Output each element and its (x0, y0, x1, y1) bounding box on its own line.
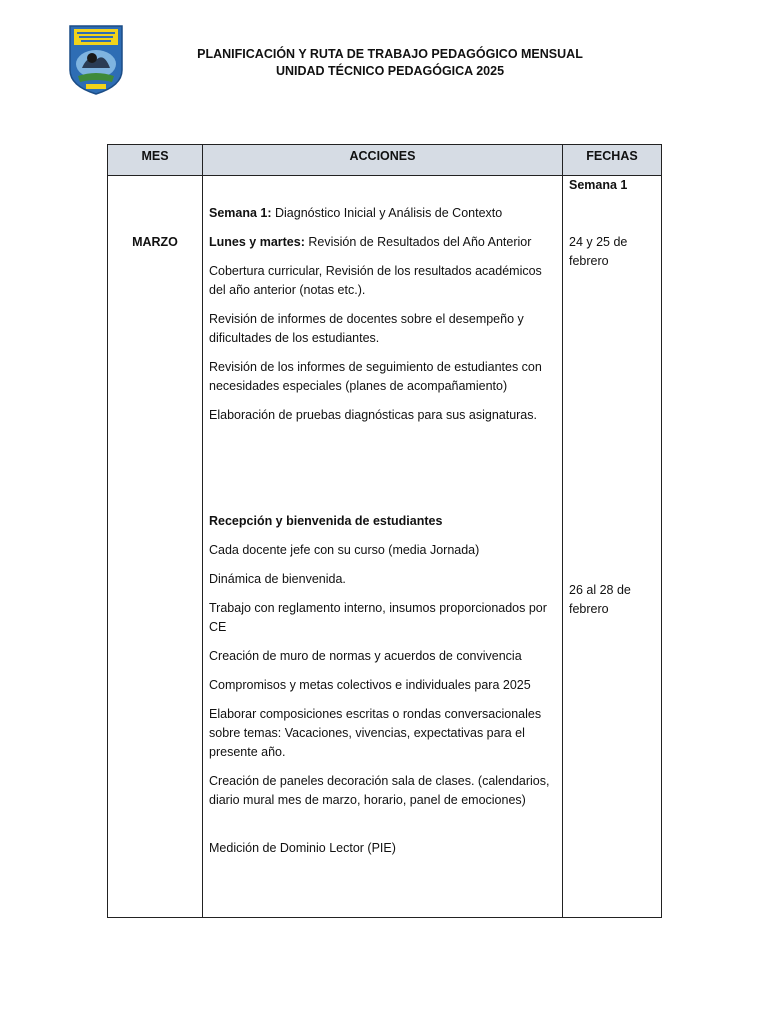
action-item: Revisión de informes de docentes sobre el desempeño y dificultades de los estudiantes. (209, 312, 524, 345)
header-acciones: ACCIONES (203, 145, 563, 176)
action-item: Creación de muro de normas y acuerdos de convivencia (209, 649, 522, 663)
fecha-item: 24 y 25 de febrero (569, 235, 628, 268)
semana-line: Semana 1: Diagnóstico Inicial y Análisis de Contexto (209, 206, 503, 220)
header-fechas: FECHAS (563, 145, 662, 176)
action-item: Cobertura curricular, Revisión de los resultados académicos del año anterior (notas etc.). (209, 264, 542, 297)
action-item: Dinámica de bienvenida. (209, 572, 346, 586)
document-header (130, 46, 650, 80)
table-header-row (108, 145, 662, 176)
planning-table (107, 144, 662, 918)
acciones-cell (203, 176, 563, 918)
action-item: Trabajo con reglamento interno, insumos proporcionados por CE (209, 601, 547, 634)
recepcion-title: Recepción y bienvenida de estudiantes (209, 514, 443, 528)
school-shield-icon (68, 24, 124, 96)
table-row (108, 176, 662, 918)
header-title: PLANIFICACIÓN Y RUTA DE TRABAJO PEDAGÓGICO MENSUAL (197, 47, 583, 61)
fechas-cell (563, 176, 662, 918)
action-item: Elaboración de pruebas diagnósticas para sus asignaturas. (209, 408, 537, 422)
fecha-item: 26 al 28 de febrero (569, 583, 631, 616)
mes-cell: MARZO (108, 176, 203, 918)
action-item: Revisión de los informes de seguimiento de estudiantes con necesidades especiales (planes de acompañamiento) (209, 360, 542, 393)
action-item: Medición de Dominio Lector (PIE) (209, 841, 396, 855)
action-item: Elaborar composiciones escritas o rondas conversacionales sobre temas: Vacaciones, vivencias, expectativas para el presente año. (209, 707, 542, 759)
lunes-line: Lunes y martes: Revisión de Resultados del Año Anterior (209, 235, 532, 249)
header-subtitle: UNIDAD TÉCNICO PEDAGÓGICA 2025 (275, 64, 505, 78)
action-item: Cada docente jefe con su curso (media Jornada) (209, 543, 480, 557)
header-mes: MES (108, 145, 203, 176)
action-item: Compromisos y metas colectivos e individuales para 2025 (209, 678, 531, 692)
action-item: Creación de paneles decoración sala de clases. (calendarios, diario mural mes de marzo, horario, panel de emociones) (209, 774, 550, 807)
fecha-semana: Semana 1 (569, 178, 628, 192)
